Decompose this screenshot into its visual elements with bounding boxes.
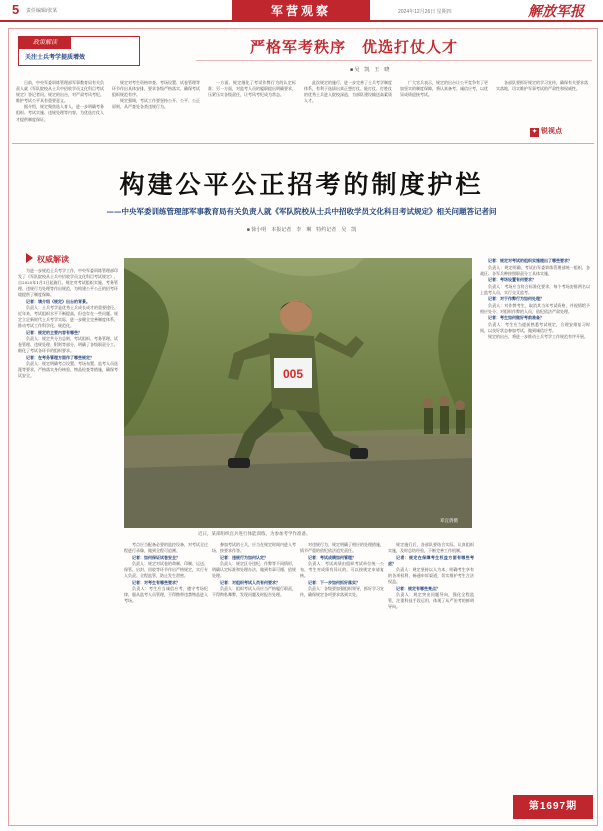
question: 记者：对考生有哪些要求？ [132, 579, 180, 585]
paragraph: 负责人：规定区分违纪、作弊等不同情形，明确认定标准和处理办法，做到有章可循、依规处理。 [212, 561, 296, 578]
paragraph: 参加考试的士兵，应当在规定时间内进入考场，按要求作答。 [212, 542, 296, 553]
paragraph: 规定强调，考试工作要坚持公开、公平、公正原则，从严查处各类违规行为。 [112, 98, 200, 110]
kicker-box [18, 36, 140, 66]
triangle-icon [26, 253, 33, 263]
authority-label: 权威解读 [37, 255, 69, 264]
newspaper-masthead: 解放军报 [528, 5, 584, 20]
paragraph: 对违规行为，规定明确了相应的处理措施，情节严重的依纪依法追究责任。 [300, 542, 384, 553]
paragraph: 负责人：组织考试人员应当严格履行职责，不得徇私舞弊，发现问题及时报告处理。 [212, 586, 296, 597]
paragraph: 负责人：规定坚持以人为本，明确考生享有的各项权利，畅通申诉渠道，切实维护考生合法权益。 [388, 567, 474, 584]
question: 记者：规定在保障考生权益方面有哪些考虑？ [388, 554, 474, 566]
paragraph: 负责人：士兵考学是优秀士兵成长成才的重要途径。近年来，考试组织水平不断提高，但也存在一些问题。规定立足新时代士兵考学实际，进一步健全完善制度体系，推动考试工作科学化、规范化。 [18, 305, 118, 328]
authority-tag [26, 253, 69, 265]
body-column [480, 258, 590, 788]
photo-scene [124, 258, 472, 528]
paragraph: 负责人：规定共分为总则、考试组织、考务管理、试卷管理、违规处理、附则等部分，明确了各级职责分工，细化了考试各环节的组织要求。 [18, 336, 118, 353]
page-number: 5 [12, 2, 20, 17]
kicker-label: 政策解读 [19, 37, 71, 49]
divider [196, 60, 592, 61]
paragraph: 负责人：考生应当提前熟悉考试规定，合理安排复习时间，以良好状态参加考试，做到诚信应考。 [480, 321, 590, 333]
photo-credit: 邓宜倩摄 [440, 518, 458, 523]
section-divider [12, 143, 594, 144]
issue-date: 2024年12月26日 星期四 [398, 9, 452, 15]
main-byline: ■ 徐小明 本报记者 李 琳 特约记者 吴 凯 [246, 227, 357, 233]
bib-number: 005 [282, 367, 304, 381]
top-column [112, 80, 200, 140]
paragraph: 考点应当配备必要的监控设备，对考试全过程进行录像，做到全程可追溯。 [124, 542, 208, 553]
paragraph: 此次规定的施行，进一步完善了士兵考学制度体系，有利于选拔出真正想打仗、能打仗、打胜仗的优秀士兵进入院校深造，为部队建设输送高素质人才。 [304, 80, 392, 104]
tag-mark-icon: ✦ [531, 129, 538, 135]
paragraph: 各部队要抓好规定的学习宣传，确保有关要求落实落地，切实维护军事考试的严肃性和权威性。 [496, 80, 588, 92]
body-column [300, 542, 384, 810]
top-column [400, 80, 488, 140]
sharp-view-label: 锐视点 [541, 128, 562, 135]
paragraph: 负责人：各级要加强组织领导，抓好学习宣传，确保规定各项要求落到实处。 [300, 586, 384, 597]
body-column [212, 542, 296, 810]
top-article-author: ■ 吴 凯 王 晓 [350, 67, 390, 73]
page-editor: 责任编辑/张某 [26, 8, 58, 14]
body-column [124, 542, 208, 810]
sharp-view-tag [530, 126, 562, 137]
main-subheadline: ——中央军委训练管理部军事教育局有关负责人就《军队院校从士兵中招收学员文化科目考试规定》相关问题答记者问 [106, 207, 497, 216]
question: 记者：如何保证试卷安全？ [132, 554, 180, 560]
paragraph: 据介绍，规定聚焦选人育人，进一步明确考务组织、考试实施、违规处理等内容，为优选打仗人才提供制度保证。 [16, 104, 104, 122]
page-header [0, 0, 603, 22]
question: 记者：对于作弊行为如何处理？ [488, 296, 544, 301]
body-column [388, 542, 474, 810]
question: 记者：下一步如何抓好落实？ [308, 579, 360, 585]
question: 记者：请介绍《规定》出台的背景。 [26, 298, 90, 304]
question: 记者：考生如何做好考前准备？ [488, 315, 544, 320]
paragraph: 负责人：规定对试卷的命制、印制、运送、保管、启封、回收等环节作出严格规定，实行专人负责、全程监管，防止发生泄密。 [124, 561, 208, 578]
main-photo [124, 258, 472, 528]
paragraph: 负责人：考场应当符合标准化要求，每个考场安排两名以上监考人员，实行交叉监考。 [480, 283, 590, 295]
paragraph: 规定对考生资格审查、考场设置、试卷管理等环节作出具体安排，要求各级严格落实，确保考试组织规范有序。 [112, 80, 200, 98]
main-headline: 构建公平公正招考的制度护栏 [119, 170, 484, 199]
paragraph: 规定施行后，各部队要结合实际，认真组织实施，及时总结经验，不断完善工作机制。 [388, 542, 474, 553]
paragraph: 为进一步规范士兵考学工作，中央军委训练管理部印发了《军队院校从士兵中招收学员文化科目考试规定》，自2025年1月1日起施行。规定对考试组织实施、考务管理、违规行为处理等作出规范，为构建公平公正的招考环境提供了制度保障。 [18, 268, 118, 297]
paragraph: 负责人：规定明确，考试由军委训练管理部统一组织，各战区、各军兵种按照职责分工具体实施。 [480, 264, 590, 276]
kicker-text: 关注士兵考学提质增效 [25, 55, 86, 61]
top-column [496, 80, 588, 124]
paragraph: 日前，中央军委训练管理部军事教育局有关负责人就《军队院校从士兵中招收学员文化科目考试规定》答记者问。规定的出台，对严肃考风考纪、维护考试公平具有重要意义。 [16, 80, 104, 104]
top-column [208, 80, 296, 140]
issue-number-badge: 第1697期 [513, 795, 593, 819]
body-column [18, 268, 118, 808]
paragraph: 负责人：考试成绩由组织考试单位统一公布，考生对成绩有异议的，可以按规定申请复核。 [300, 561, 384, 578]
question: 记者：违规行为如何认定？ [220, 554, 268, 560]
question: 记者：考场设置有何要求？ [488, 277, 536, 282]
question: 记者：规定有哪些亮点？ [396, 585, 440, 591]
question: 记者：规定的主要内容有哪些？ [26, 329, 82, 335]
top-column [304, 80, 392, 140]
photo-caption: 近日，某部组织官兵进行体能训练，为参加考学作准备。 [198, 531, 311, 536]
paragraph: 一方面，规定细化了考试作弊行为的认定标准；另一方面，对监考人员的履职提出明确要求，压紧压实各级责任，让考风考纪成为常态。 [208, 80, 296, 98]
question: 记者：规定对考试的组织实施提出了哪些要求？ [488, 258, 572, 263]
paragraph: 负责人：规定突出问题导向，强化全程监管，注重科技手段运用，体现了从严治考的鲜明导向。 [388, 592, 474, 609]
question: 记者：考试成绩如何管理？ [308, 554, 356, 560]
top-article-body [16, 80, 590, 140]
question: 记者：在考务管理方面作了哪些规定？ [26, 354, 94, 360]
paragraph: 负责人：考生应当诚信应考，遵守考场纪律，服从监考人员管理，不得携带违禁物品进入考场。 [124, 586, 208, 603]
paragraph: 负责人：对作弊考生，取消其当年考试资格，并视情给予相应处分；对组织作弊的人员，依纪依法严肃处理。 [480, 302, 590, 314]
paragraph: 广大官兵表示，规定的出台让公平竞争有了更加坚实的制度保障，将认真备考、诚信应考，以优异成绩迎接考试。 [400, 80, 488, 98]
paragraph: 规定的出台，将进一步推动士兵考学工作规范有序开展。 [488, 334, 588, 339]
question: 记者：对组织考试人员有何要求？ [220, 579, 280, 585]
paragraph: 负责人：规定明确考点设置、考场布置、监考人员选派等要求，严格落实身份核验、物品检查等措施，确保考试安全。 [18, 361, 118, 378]
section-title: 军营观察 [232, 0, 370, 22]
top-column [16, 80, 104, 140]
top-article-title: 严格军考秩序 优选打仗人才 [250, 38, 459, 56]
